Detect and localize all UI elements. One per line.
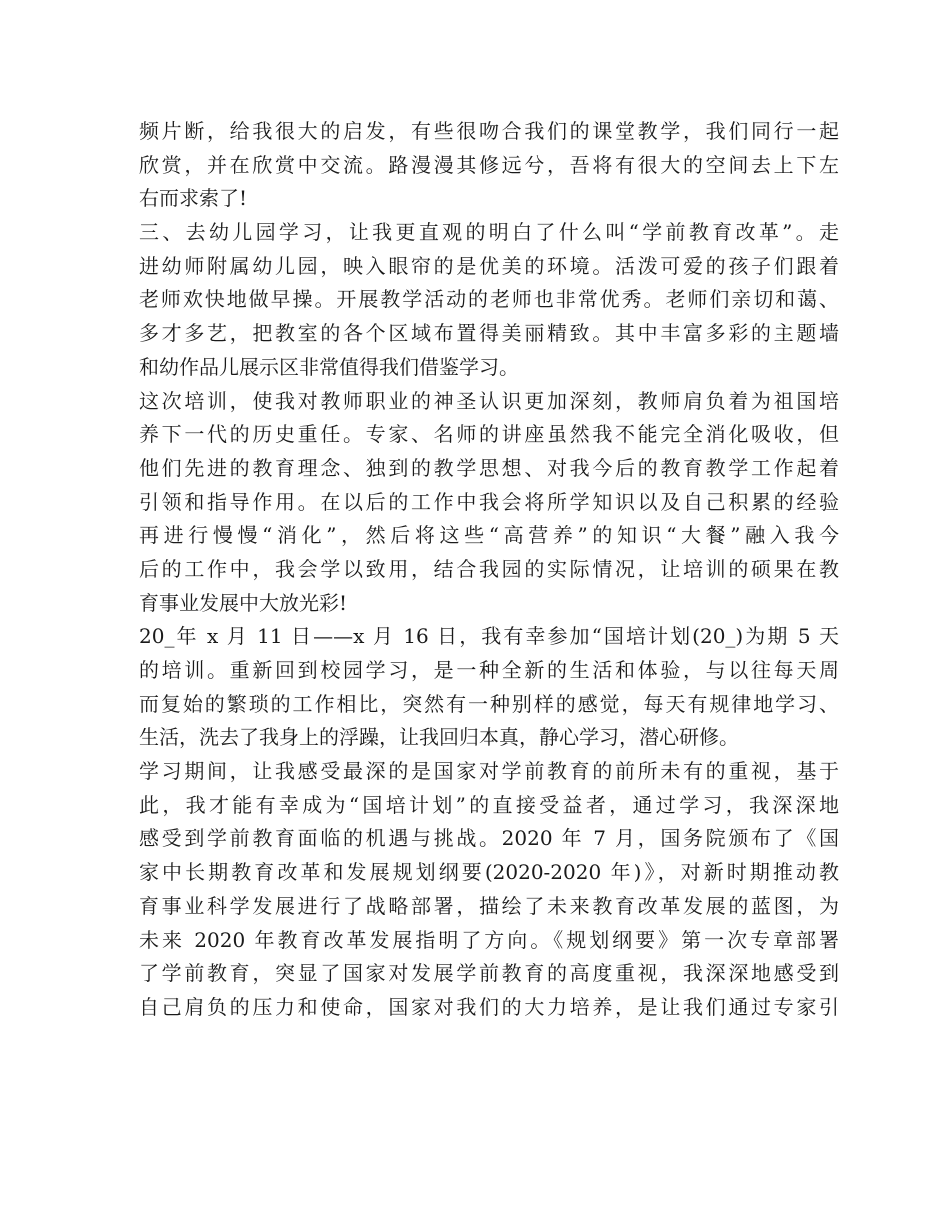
text-line: 此，我才能有幸成为“国培计划”的直接受益者，通过学习，我深深地	[139, 792, 839, 817]
text-line: 自己肩负的压力和使命，国家对我们的大力培养，是让我们通过专家引	[139, 994, 839, 1019]
text-line: 频片断，给我很大的启发，有些很吻合我们的课堂教学，我们同行一起	[139, 119, 839, 143]
text-line: 的培训。重新回到校园学习，是一种全新的生活和体验，与以往每天周	[139, 658, 839, 682]
text-line: 学习期间，让我感受最深的是国家对学前教育的前所未有的重视，基于	[139, 759, 839, 784]
text-line: 而复始的繁琐的工作相比，突然有一种别样的感觉，每天有规律地学习、	[139, 691, 839, 716]
text-line: 进幼师附属幼儿园，映入眼帘的是优美的环境。活泼可爱的孩子们跟着	[139, 253, 839, 278]
text-line: 他们先进的教育理念、独到的教学思想、对我今后的教育教学工作起着	[139, 455, 839, 480]
text-line: 感受到学前教育面临的机遇与挑战。2020 年 7 月，国务院颁布了《国	[139, 826, 839, 851]
text-line: 生活，洗去了我身上的浮躁，让我回归本真，静心学习，潜心研修。	[139, 725, 739, 750]
text-line: 未来 2020 年教育改革发展指明了方向。《规划纲要》第一次专章部署	[139, 927, 839, 952]
text-line: 育事业科学发展进行了战略部署，描绘了未来教育改革发展的蓝图，为	[139, 893, 839, 918]
text-line: 20_年 x 月 11 日——x 月 16 日，我有幸参加“国培计划(20_)为期 5 天	[139, 624, 839, 649]
text-line: 引领和指导作用。在以后的工作中我会将所学知识以及自己积累的经验	[139, 489, 839, 514]
text-line: 这次培训，使我对教师职业的神圣认识更加深刻，教师肩负着为祖国培	[139, 388, 839, 413]
text-line: 右而求索了!	[139, 186, 248, 211]
text-line: 多才多艺，把教室的各个区域布置得美丽精致。其中丰富多彩的主题墙	[139, 321, 839, 346]
text-line: 欣赏，并在欣赏中交流。路漫漫其修远兮，吾将有很大的空间去上下左	[139, 152, 839, 177]
text-line: 老师欢快地做早操。开展教学活动的老师也非常优秀。老师们亲切和蔼、	[139, 287, 839, 312]
text-line: 和幼作品儿展示区非常值得我们借鉴学习。	[139, 354, 519, 379]
text-line: 再进行慢慢“消化”，然后将这些“高营养”的知识“大餐”融入我今	[139, 523, 839, 548]
document-body-text	[139, 115, 839, 1025]
text-line: 三、去幼儿园学习，让我更直观的明白了什么叫“学前教育改革”。走	[139, 220, 839, 245]
text-line: 育事业发展中大放光彩!	[139, 590, 348, 615]
text-line: 了学前教育，突显了国家对发展学前教育的高度重视，我深深地感受到	[139, 961, 839, 986]
text-line: 后的工作中，我会学以致用，结合我园的实际情况，让培训的硕果在教	[139, 556, 839, 581]
text-line: 养下一代的历史重任。专家、名师的讲座虽然我不能完全消化吸收，但	[139, 422, 839, 447]
text-line: 家中长期教育改革和发展规划纲要(2020-2020 年)》，对新时期推动教	[139, 860, 839, 885]
